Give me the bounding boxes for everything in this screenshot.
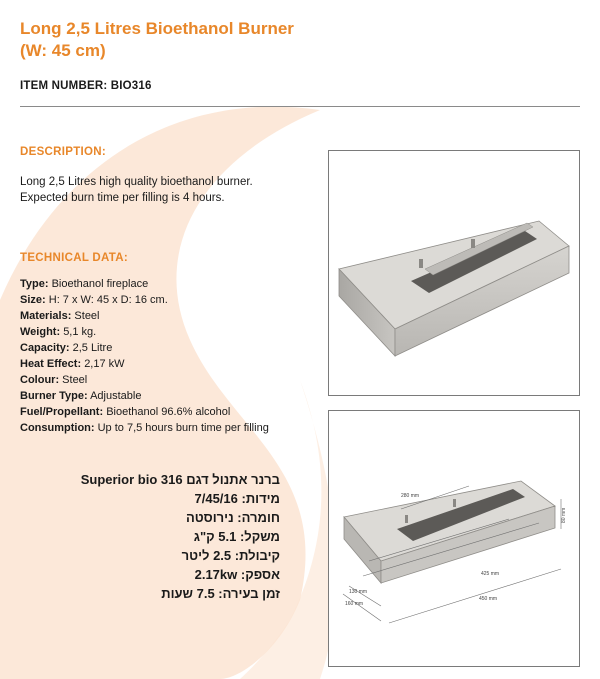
description-line: Expected burn time per filling is 4 hours. <box>20 192 225 204</box>
spec-size: Size: H: 7 x W: 45 x D: 16 cm. <box>20 294 168 306</box>
spec-heat-effect: Heat Effect: 2,17 kW <box>20 358 125 370</box>
spec-materials: Materials: Steel <box>20 310 100 322</box>
hebrew-line: אספק: 2.17kw <box>194 567 280 582</box>
burner-dimension-drawing <box>329 411 579 666</box>
hebrew-line: משקל: 5.1 ק"ג <box>193 529 280 544</box>
description-heading: DESCRIPTION: <box>20 146 107 158</box>
hebrew-spec-block <box>40 470 280 603</box>
spec-weight: Weight: 5,1 kg. <box>20 326 97 338</box>
dim-total-length-label: 450 mm <box>479 596 498 602</box>
product-title: Long 2,5 Litres Bioethanol Burner (W: 45 cm) <box>20 19 294 60</box>
header-divider <box>20 106 580 107</box>
spec-fuel: Fuel/Propellant: Bioethanol 96.6% alcohol <box>20 406 231 418</box>
burner-photo <box>329 151 579 395</box>
spec-colour: Colour: Steel <box>20 374 88 386</box>
spec-burner-type: Burner Type: Adjustable <box>20 390 142 402</box>
dim-depth-label: 160 mm <box>345 601 364 607</box>
dim-height-label: 80 mm <box>561 507 567 523</box>
description-line: Long 2,5 Litres high quality bioethanol burner. <box>20 176 253 188</box>
item-number: ITEM NUMBER: BIO316 <box>20 80 152 92</box>
dim-inner-depth-label: 130 mm <box>349 589 368 595</box>
dim-inner-length-label: 425 mm <box>481 571 500 577</box>
hebrew-line: זמן בעירה: 7.5 שעות <box>161 586 280 601</box>
hebrew-line: קיבולת: 2.5 ליטר <box>181 548 280 563</box>
technical-heading: TECHNICAL DATA: <box>20 252 128 264</box>
burner-photo-frame <box>328 150 580 396</box>
spec-capacity: Capacity: 2,5 Litre <box>20 342 113 354</box>
hebrew-line: מידות: 7/45/16 <box>194 491 280 506</box>
spec-type: Type: Bioethanol fireplace <box>20 278 149 290</box>
description-text <box>20 174 300 206</box>
hebrew-line: חומרה: נירוסטה <box>185 510 280 525</box>
dim-top-label: 280 mm <box>401 493 420 499</box>
hebrew-line: ברנר אתנול דגם Superior bio 316 <box>80 472 280 487</box>
spec-list <box>20 276 295 436</box>
burner-drawing-frame <box>328 410 580 667</box>
spec-consumption: Consumption: Up to 7,5 hours burn time per filling <box>20 422 269 434</box>
